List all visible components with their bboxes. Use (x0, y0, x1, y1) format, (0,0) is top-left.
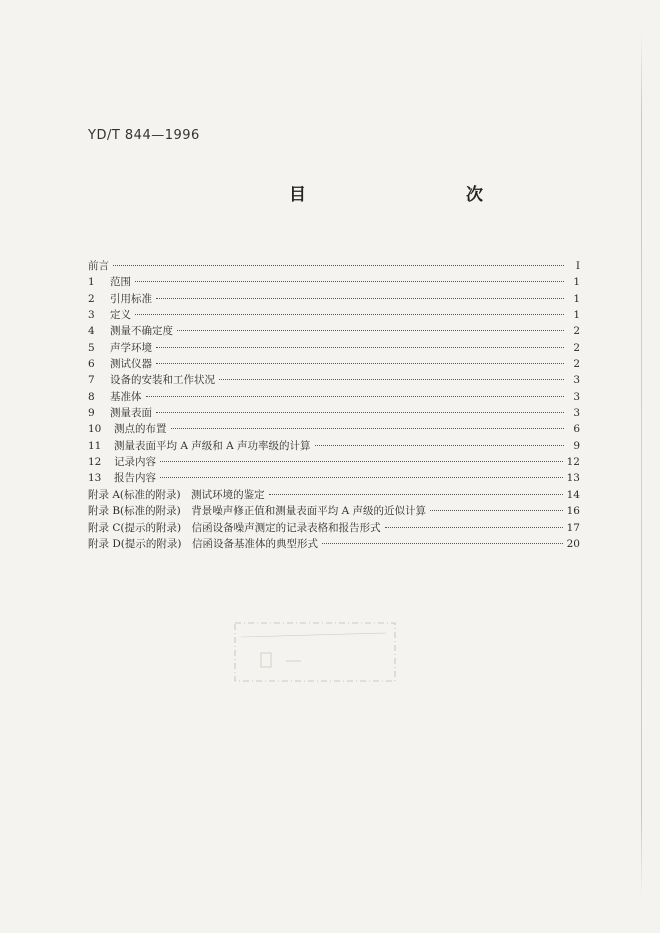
toc-entry (88, 258, 580, 274)
toc-entry-number: 1 (88, 276, 95, 289)
toc-entry-page: 20 (566, 537, 580, 550)
document-code: YD/T 844—1996 (88, 128, 200, 143)
toc-entry-number: 7 (88, 374, 95, 387)
toc-entry-label: 前言 (88, 260, 109, 272)
toc-entry-number: 12 (88, 456, 102, 469)
toc-entry-label: 附录 C(提示的附录) 信函设备噪声测定的记录表格和报告形式 (88, 521, 381, 534)
toc-entry-page: 17 (566, 521, 580, 534)
toc-entry (88, 470, 580, 486)
toc-dot-leader (156, 363, 564, 364)
toc-dot-leader (219, 379, 564, 380)
toc-dot-leader (177, 330, 564, 331)
toc-entry-number: 6 (88, 358, 95, 371)
toc-entry-page: 16 (566, 505, 580, 518)
toc-entry-page: 3 (573, 407, 580, 420)
toc-entry-page: 3 (573, 374, 580, 387)
toc-entry (88, 340, 580, 356)
toc-entry-number: 10 (88, 423, 102, 436)
toc-entry-page: 9 (573, 439, 580, 452)
toc-entry-number: 2 (88, 292, 95, 305)
toc-entry-page: Ⅰ (575, 260, 580, 272)
toc-title: 目 次 (289, 185, 525, 205)
toc-entry-label: 引用标准 (110, 292, 152, 305)
toc-entry-page: 2 (573, 325, 580, 338)
table-of-contents (88, 258, 580, 552)
toc-entry (88, 307, 580, 323)
toc-entry-page: 3 (573, 390, 580, 403)
toc-entry-label: 记录内容 (114, 456, 156, 469)
toc-entry-label: 声学环境 (110, 341, 152, 354)
toc-dot-leader (113, 265, 564, 266)
toc-entry (88, 438, 580, 454)
faded-stamp (231, 617, 401, 687)
toc-entry-page: 13 (566, 472, 580, 485)
toc-entry-number: 4 (88, 325, 95, 338)
toc-entry (88, 274, 580, 290)
toc-entry (88, 503, 580, 519)
toc-entry-label: 定义 (110, 309, 131, 322)
toc-dot-leader (156, 298, 564, 299)
toc-entry-number: 13 (88, 472, 102, 485)
toc-entry (88, 487, 580, 503)
toc-entry (88, 291, 580, 307)
toc-entry (88, 405, 580, 421)
toc-dot-leader (160, 461, 563, 462)
toc-entry-page: 14 (566, 488, 580, 501)
toc-entry-number: 8 (88, 390, 95, 403)
toc-entry-page: 6 (573, 423, 580, 436)
toc-entry-label: 报告内容 (114, 472, 156, 485)
toc-entry (88, 372, 580, 388)
toc-entry (88, 323, 580, 339)
toc-dot-leader (430, 510, 563, 511)
toc-dot-leader (269, 494, 563, 495)
toc-dot-leader (156, 412, 564, 413)
toc-entry-page: 1 (573, 309, 580, 322)
toc-entry (88, 454, 580, 470)
toc-dot-leader (171, 428, 565, 429)
toc-dot-leader (135, 314, 564, 315)
toc-entry (88, 536, 580, 552)
toc-entry-number: 5 (88, 341, 95, 354)
toc-dot-leader (322, 543, 563, 544)
scan-edge (641, 30, 642, 900)
toc-entry-label: 附录 A(标准的附录) 测试环境的鉴定 (88, 488, 265, 501)
toc-entry-label: 测量表面 (110, 407, 152, 420)
toc-entry-label: 范围 (110, 276, 131, 289)
toc-entry (88, 520, 580, 536)
toc-dot-leader (385, 527, 563, 528)
toc-entry-label: 设备的安装和工作状况 (110, 374, 215, 387)
toc-entry (88, 389, 580, 405)
toc-entry-number: 11 (88, 439, 102, 452)
toc-entry-page: 12 (566, 456, 580, 469)
toc-entry (88, 421, 580, 437)
toc-entry-page: 1 (573, 276, 580, 289)
toc-entry-label: 测量不确定度 (110, 325, 173, 338)
toc-dot-leader (135, 281, 564, 282)
toc-entry-label: 测点的布置 (114, 423, 167, 436)
toc-entry-page: 1 (573, 292, 580, 305)
toc-entry-label: 基准体 (110, 390, 142, 403)
toc-dot-leader (146, 396, 565, 397)
toc-entry-page: 2 (573, 341, 580, 354)
toc-dot-leader (315, 445, 564, 446)
toc-entry-label: 附录 B(标准的附录) 背景噪声修正值和测量表面平均 A 声级的近似计算 (88, 505, 427, 518)
toc-entry-label: 附录 D(提示的附录) 信函设备基准体的典型形式 (88, 537, 318, 550)
toc-entry-number: 3 (88, 309, 95, 322)
toc-entry-number: 9 (88, 407, 95, 420)
toc-entry-label: 测试仪器 (110, 358, 152, 371)
toc-dot-leader (156, 347, 564, 348)
toc-entry-page: 2 (573, 358, 580, 371)
toc-dot-leader (160, 477, 563, 478)
toc-entry-label: 测量表面平均 A 声级和 A 声功率级的计算 (114, 439, 311, 452)
toc-entry (88, 356, 580, 372)
